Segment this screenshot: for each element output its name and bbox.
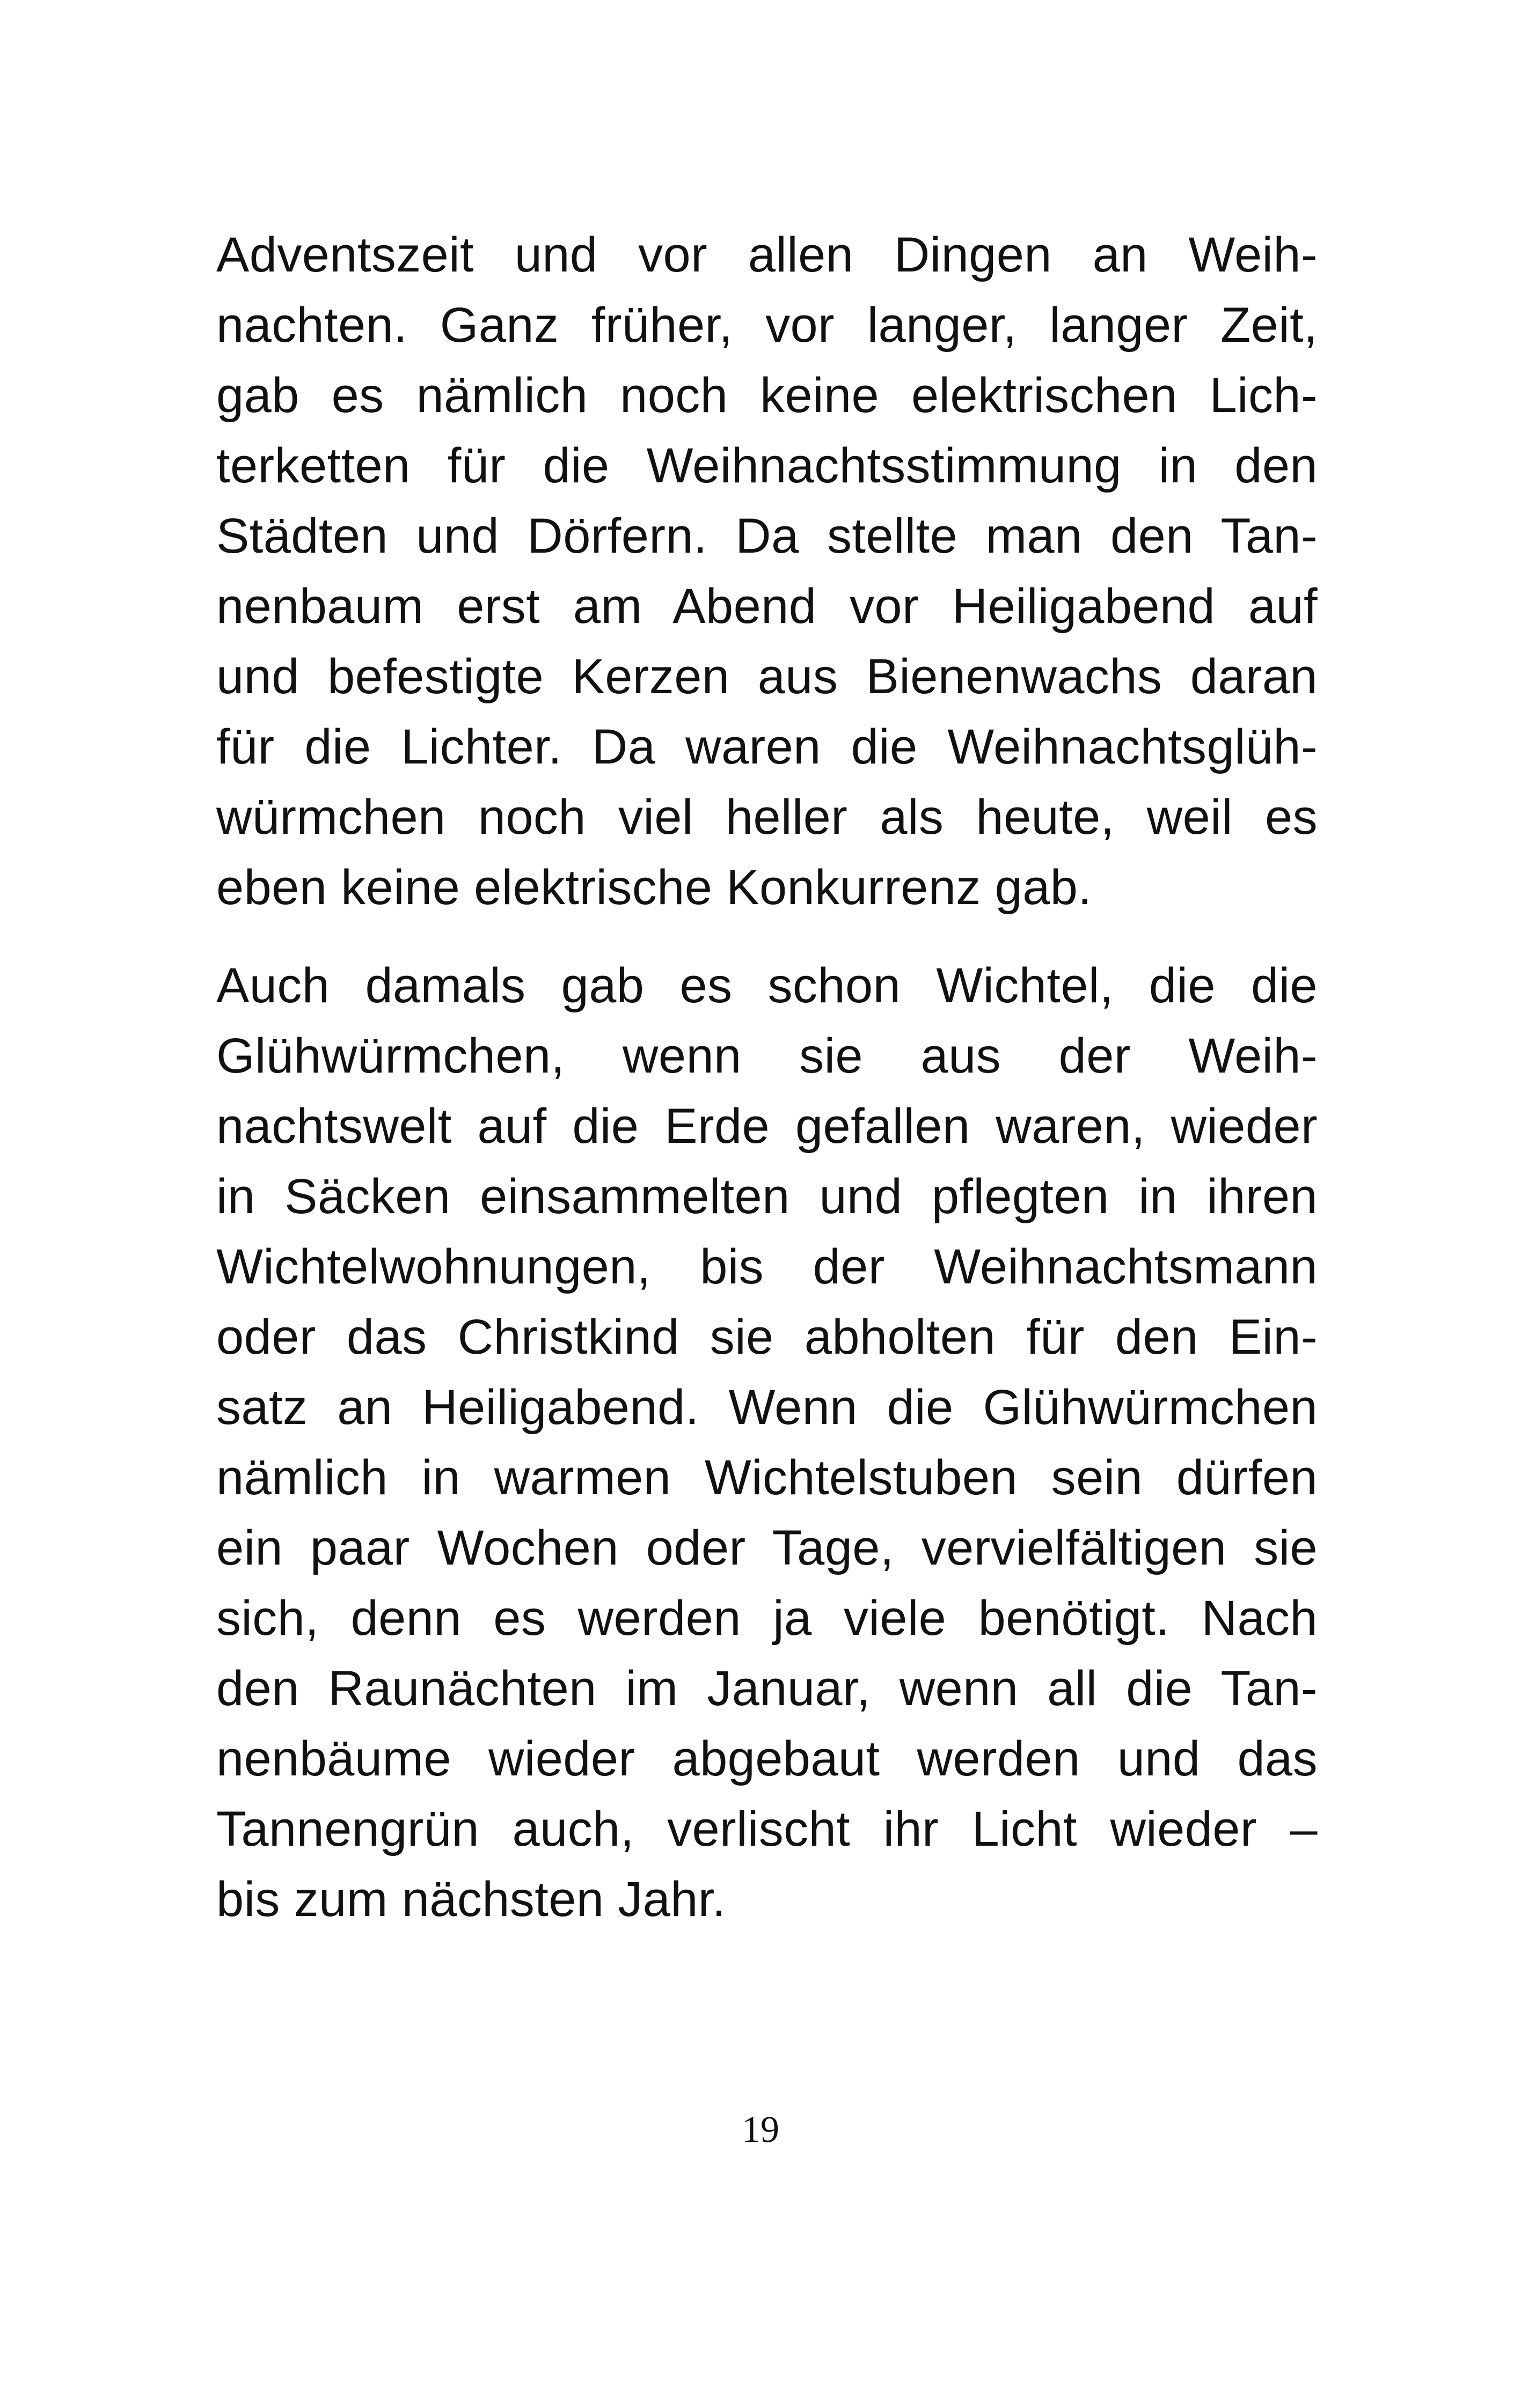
paragraph-2: [216, 951, 1318, 1935]
paragraph-1: [216, 220, 1318, 923]
text-line: den Raunächten im Januar, wenn all die Tan-: [216, 1661, 1318, 1716]
text-line: und befestigte Kerzen aus Bienenwachs daran: [216, 649, 1318, 704]
text-line: Glühwürmchen, wenn sie aus der Weih-: [216, 1029, 1318, 1083]
text-line: gab es nämlich noch keine elektrischen Lich-: [216, 368, 1318, 423]
text-line: nämlich in warmen Wichtelstuben sein dürfen: [216, 1450, 1318, 1505]
page-number: 19: [742, 2109, 779, 2150]
text-line: für die Lichter. Da waren die Weihnachtsglüh-: [216, 720, 1318, 774]
text-line: eben keine elektrische Konkurrenz gab.: [216, 860, 1092, 915]
text-line: nenbäume wieder abgebaut werden und das: [216, 1731, 1318, 1786]
text-line: Tannengrün auch, verlischt ihr Licht wieder –: [216, 1802, 1318, 1856]
text-line: Auch damals gab es schon Wichtel, die die: [216, 958, 1318, 1013]
text-line: Wichtelwohnungen, bis der Weihnachtsmann: [216, 1239, 1318, 1294]
text-line: ein paar Wochen oder Tage, vervielfältigen sie: [216, 1521, 1318, 1575]
text-line: terketten für die Weihnachtsstimmung in den: [216, 438, 1318, 493]
text-line: würmchen noch viel heller als heute, weil es: [216, 790, 1318, 845]
text-line: oder das Christkind sie abholten für den Ein-: [216, 1310, 1318, 1364]
text-line: satz an Heiligabend. Wenn die Glühwürmchen: [216, 1380, 1318, 1435]
text-line: bis zum nächsten Jahr.: [216, 1872, 726, 1927]
body-text: [216, 220, 1318, 1935]
text-line: nenbaum erst am Abend vor Heiligabend auf: [216, 579, 1318, 634]
text-line: nachten. Ganz früher, vor langer, langer Zeit,: [216, 298, 1318, 353]
text-line: nachtswelt auf die Erde gefallen waren, wieder: [216, 1099, 1318, 1154]
text-line: Adventszeit und vor allen Dingen an Weih-: [216, 227, 1318, 282]
text-line: Städten und Dörfern. Da stellte man den Tan-: [216, 509, 1318, 563]
text-line: sich, denn es werden ja viele benötigt. Nach: [216, 1591, 1318, 1646]
text-line: in Säcken einsammelten und pflegten in ihren: [216, 1169, 1318, 1224]
